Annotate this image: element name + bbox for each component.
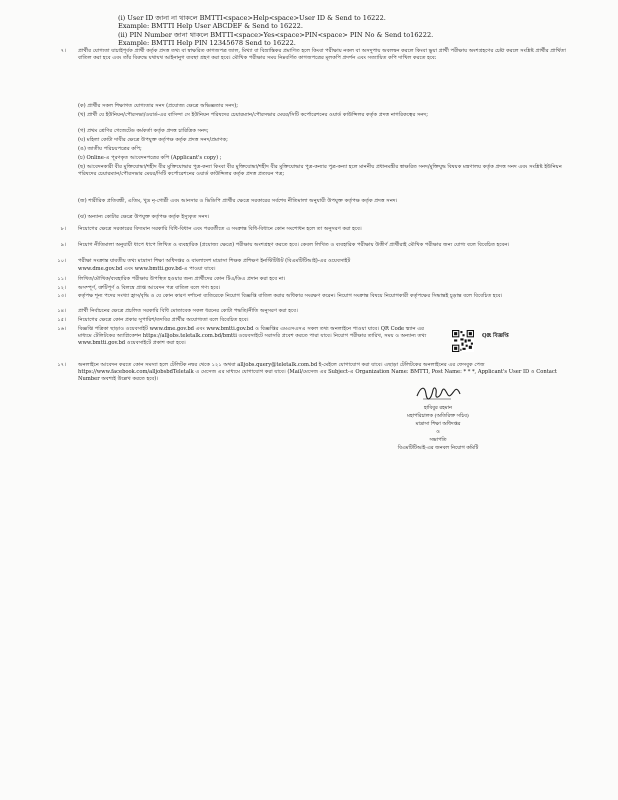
signatory-name: হাবিবুর রহমান: [423, 405, 452, 411]
clause-text: প্রার্থী নির্বাচনের ক্ষেত্রে প্রচলিত সরকারি বিধি মোতাবেক সকল ধরনের কোটা পদ্ধতি/নীতি অনুসরণ করা হবে।: [78, 308, 298, 314]
clause-text: (ঙ) জাতীয় পরিচয়পত্রের কপি;: [78, 146, 142, 152]
clause-text: কর্তৃপক্ষ শূন্য পদের সংখ্যা হ্রাস/বৃদ্ধি ও যে কোন কারণ দর্শানো ব্যতিরেকে নিয়োগ বিজ্ঞপ্তি বাতিল করার অধিকার সংরক্ষণ করেন। নিয়োগ সংক্রান্ত বিষয়ে নিয়োগকারী কর্তৃপক্ষের সিদ্ধান্তই চূড়ান্ত বলে বিবেচিত হবে।: [78, 293, 503, 299]
clause-text: প্রার্থীর যোগ্যতা যাচাইপূর্বক প্রার্থী কর্তৃক প্রদত্ত তথ্য বা স্বাক্ষরিত কাগজপত্র জাল, মিথ্যা বা বিভ্রান্তিকর প্রমাণিত হলে কিংবা পরীক্ষায় নকল বা অসদুপায় অবলম্বন করলে কিংবা ভুয়া প্রার্থী পরীক্ষায় অংশগ্রহণের চেষ্টা করলে সংশ্লিষ্ট প্রার্থীর প্রার্থিতা বাতিল করা হবে এবং তাঁর বিরুদ্ধে যথাযথ আইনানুগ ব্যবস্থা গ্রহণ করা হবে। মৌখিক পরীক্ষার সময় নিম্নবর্ণিত কাগজপত্রের মূলকপি প্রদর্শন এবং সত্যায়িত কপি দাখিল করতে হবে:: [78, 48, 566, 62]
clause-number: ১৬।: [57, 326, 66, 332]
clause: [78, 112, 568, 119]
clause-text: (ক) প্রার্থীর সকল শিক্ষাগত যোগ্যতার সনদ (প্রযোজ্য ক্ষেত্রে অভিজ্ঞতার সনদ);: [78, 103, 238, 109]
clause-text: (খ) প্রার্থী যে ইউনিয়ন/পৌরসভা/ওয়ার্ড-এর বাসিন্দা সে ইউনিয়ন পরিষদের চেয়ারম্যান/পৌরসভার মেয়র/সিটি কর্পোরেশনের ওয়ার্ড কাউন্সিলর কর্তৃক প্রদত্ত নাগরিকত্বের সনদ;: [78, 112, 428, 118]
clause: [78, 128, 568, 135]
clause: [57, 317, 568, 324]
clause-number: ৭।: [60, 48, 66, 54]
qr-code-icon[interactable]: [452, 330, 474, 352]
clause: [78, 155, 568, 162]
clause-text: www.dme.gov.bd এবং www.bmtti.gov.bd-এ পাওয়া যাবে।: [78, 266, 216, 272]
sms-line: (ii) PIN Number জানা থাকলে BMTTI<space>Yes<space>PIN<space> PIN No & Send to16222.: [118, 30, 434, 39]
clause: [60, 242, 568, 249]
clause-text: (চ) Online-এ পূরণকৃত আবেদনপত্রের কপি (Applicant's copy) ;: [78, 155, 222, 161]
clause: [78, 146, 568, 153]
signature-block: [368, 382, 508, 452]
clause: [78, 214, 568, 221]
clause-text: বিজ্ঞপ্তি পত্রিকা ছাড়াও ওয়েবসাইট www.dme.gov.bd এবং www.bmtti.gov.bd ও বিজ্ঞপ্তির এমএসএসএ সকল তথ্য অনলাইনে পাওয়া যাবে। QR Code স্ক্যান এর মাধ্যমে টেলিটকের অ্যাপ্লিকেশন https://alljobs.teletalk.com.bd/bmtti ওয়েবসাইটে সরাসরি প্রবেশ করতে পারা যাবে। নিয়োগ পরীক্ষার তারিখ, সময় ও অন্যান্য তথ্য www.bmtti.gov.bd ওয়েবসাইটে প্রকাশ করা হবে।: [78, 326, 427, 347]
signatory-office: মাদ্রাসা শিক্ষা অধিদপ্তর: [415, 421, 461, 427]
clause-text: (জ) শারীরিক প্রতিবন্ধী, এতিম, খুদ্র নৃ-গোষ্ঠী এবং আনসার ও ভিডিপি প্রার্থীর ক্ষেত্রে সরকারের সর্বশেষ নীতিমালা অনুযায়ী উপযুক্ত কর্তৃপক্ষ কর্তৃক প্রদত্ত সনদ।: [78, 198, 398, 204]
clause-text: অসম্পূর্ণ, ত্রুটিপূর্ণ ও বিলম্বে প্রাপ্ত আবেদন পত্র বাতিল বলে গণ্য হবে।: [78, 285, 221, 291]
clause-number: ১৪।: [57, 308, 66, 314]
clause: [78, 137, 568, 144]
clause-text: লিখিত/মৌখিক/ব্যবহারিক পরীক্ষায় উপস্থিত হওয়ার জন্য প্রার্থীদের কোন টিএ/ডিএ প্রদান করা হবে না।: [78, 276, 286, 282]
handwritten-signature-icon: [413, 382, 463, 404]
clause: [57, 362, 568, 384]
qr-label: QR বিজ্ঞপ্তি: [482, 333, 509, 339]
clause-number: ১০।: [57, 258, 66, 264]
clause: [78, 198, 568, 205]
clause: [57, 258, 568, 265]
clause-text: নিয়োগের ক্ষেত্রে কোন প্রকার সুপারিশ/তদবির প্রার্থীর অযোগ্যতা বলে বিবেচিত হবে।: [78, 317, 249, 323]
clause-number: ১৭।: [57, 362, 66, 368]
clause: [78, 164, 568, 178]
clause-text: নিয়োগের ক্ষেত্রে সরকারের বিদ্যমান সরকারি বিধি-বিধান এবং পরবর্তীতে এ সংক্রান্ত বিধি-বিধানে কোন সংশোধন হলে তা অনুসরণ করা হবে।: [78, 226, 362, 232]
clause-number: ১১।: [57, 276, 66, 282]
clause: [57, 308, 568, 315]
clause: [78, 103, 568, 110]
clause: [57, 293, 568, 300]
signatory-title: মহাপরিচালক (অতিরিক্ত সচিব): [407, 413, 469, 419]
clause-number: ১৫।: [57, 317, 66, 323]
clause: [78, 266, 568, 273]
sms-line: Example: BMTTI Help User ABCDEF & Send to 16222.: [118, 22, 303, 31]
clause-text: (গ) প্রথম শ্রেণির গেজেটেড কর্মকর্তা কর্তৃক প্রদত্ত চারিত্রিক সনদ;: [78, 128, 209, 134]
signatory-role: সভাপতি: [429, 437, 447, 443]
clause-number: ৯।: [60, 242, 66, 248]
clause: [57, 276, 568, 283]
clause-text: (ঘ) মহিলা কোটা দাবীর ক্ষেত্রে উপযুক্ত কর্তৃপক্ষ কর্তৃক প্রদত্ত সনদ/প্রমাণক;: [78, 137, 228, 143]
clause: [60, 226, 568, 233]
clause-text: (ছ) আবেদনকারী বীর মুক্তিযোদ্ধা/শহীদ বীর মুক্তিযোদ্ধার পুত্র-কন্যা কিংবা বীর মুক্তিযোদ্ধা/শহীদ বীর মুক্তিযোদ্ধার পুত্র-কন্যার পুত্র-কন্যা হলে মাননীয় প্রধানমন্ত্রীর স্বাক্ষরিত সনদ/মুক্তিযুদ্ধ বিষয়ক মন্ত্রণালয় কর্তৃক প্রদত্ত সনদ এবং সংশ্লিষ্ট ইউনিয়ন পরিষদের চেয়ারম্যান/পৌরসভার মেয়র/সিটি কর্পোরেশনের ওয়ার্ড কাউন্সিলর কর্তৃক প্রদত্ত প্রত্যয়ন পত্র;: [78, 164, 562, 178]
clause-text: পরীক্ষা সংক্রান্ত যাবতীয় তথ্য মাদ্রাসা শিক্ষা অধিদপ্তর ও বাংলাদেশ মাদ্রাসা শিক্ষক প্রশিক্ষণ ইনস্টিটিউট (বিএমটিটিআই)-এর ওয়েবসাইট: [78, 258, 351, 264]
clause-number: ৮।: [60, 226, 66, 232]
clause-number: ১২।: [57, 285, 66, 291]
sms-instructions: [118, 14, 433, 48]
clause: [57, 285, 568, 292]
signatory-committee: বিএমটিটিআই-এর জনবল নিয়োগ কমিটি: [397, 445, 479, 451]
clause-text: অনলাইনে আবেদন করতে কোন সমস্যা হলে টেলিটক নম্বর থেকে ১২১ অথবা alljobs.query@teletalk.com.bd ই-মেইলে যোগাযোগ করা যাবে। এছাড়া টেলিটকের অনলাইনের এর ফেসবুক পেজ https://www.facebook.com/alljobsbdTeletalk এ মেসেজ এর মাধ্যমে যোগাযোগ করা যাবে। (Mail/মেসেজ এর Subject-এ Organization Name: BMTTI, Post Name: * * *, Applicant's User ID ও Contact Number অবশ্যই উল্লেখ করতে হবে)।: [78, 362, 557, 383]
clause-text: নিয়োগ নীতিমালা অনুযায়ী ধাপে ধাপে লিখিত ও ব্যবহারিক (প্রযোজ্য ক্ষেত্রে) পরীক্ষায় অংশগ্রহণ করতে হবে। কেবল লিখিত ও ব্যবহারিক পরীক্ষায় উত্তীর্ণ প্রার্থীরাই মৌখিক পরীক্ষার জন্য যোগ্য বলে বিবেচিত হবেন।: [78, 242, 510, 248]
signatory-conjunction: ও: [436, 429, 440, 435]
sms-line: Example: BMTTI Help PIN 12345678 Send to 16222.: [118, 39, 296, 48]
clause: [57, 326, 438, 348]
clause-number: ১৩।: [57, 293, 66, 299]
clause: [60, 48, 568, 62]
clause-text: (ঝ) অন্যান্য কোটার ক্ষেত্রে উপযুক্ত কর্তৃপক্ষ কর্তৃক ইস্যুকৃত সনদ।: [78, 214, 210, 220]
sms-line: (i) User ID জানা না থাকলে BMTTI<space>Help<space>User ID & Send to 16222.: [118, 14, 386, 22]
